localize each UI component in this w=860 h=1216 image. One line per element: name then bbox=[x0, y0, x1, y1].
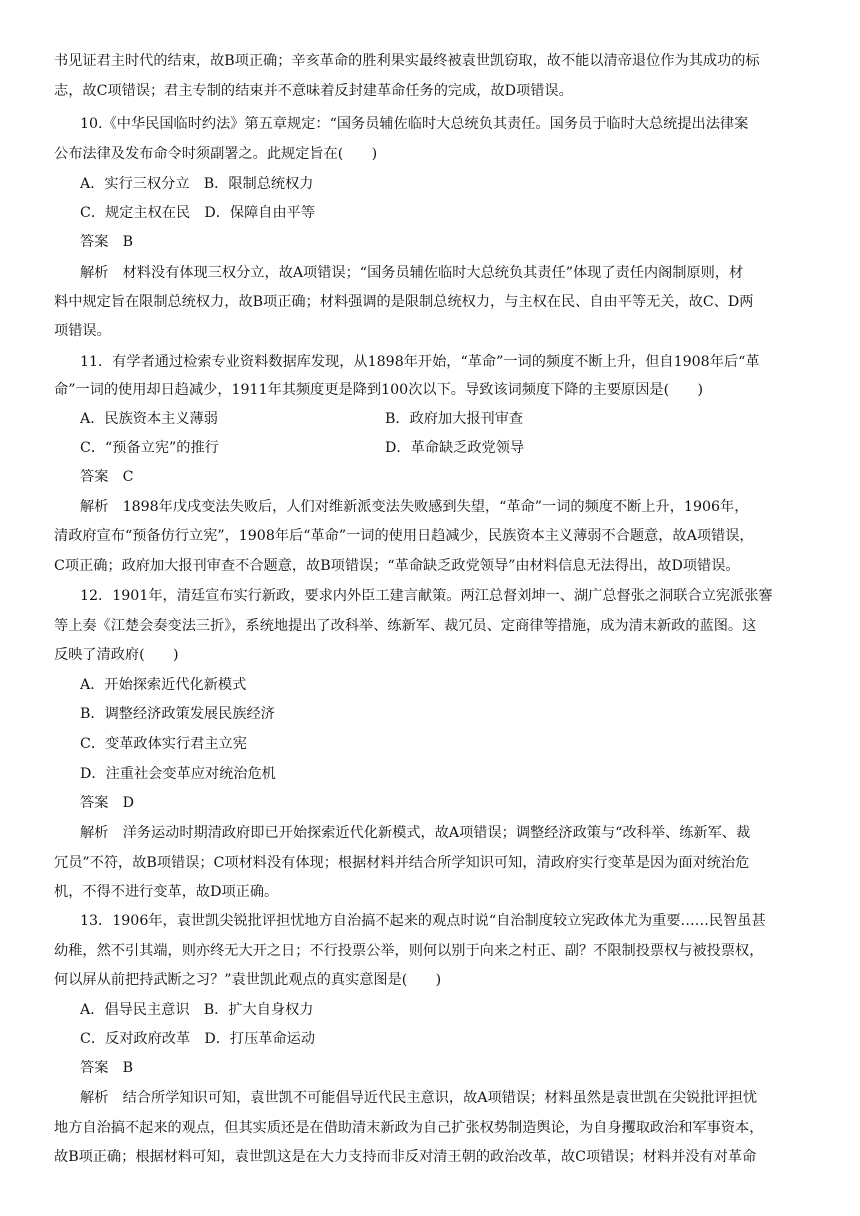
analysis-text: 机，不得不进行变革，故D项正确。 bbox=[54, 884, 279, 900]
question-12-stem: 反映了清政府( ) bbox=[54, 647, 179, 663]
question-12-option-b: B．调整经济政策发展民族经济 bbox=[80, 706, 275, 722]
analysis-text: 解析 材料没有体现三权分立，故A项错误；“国务员辅佐临时大总统负其责任”体现了责任内阁制原则，材 bbox=[80, 265, 744, 281]
analysis-text: 解析 1898年戊戌变法失败后，人们对维新派变法失败感到失望，“革命”一词的频度不断上升，1906年， bbox=[80, 499, 749, 515]
question-12-stem: 等上奏《江楚会奏变法三折》，系统地提出了改科举、练新军、裁冗员、定商律等措施，成为清末新政的蓝图。这 bbox=[54, 618, 757, 634]
question-13-stem: 何以屏从前把持武断之习？”袁世凯此观点的真实意图是( ) bbox=[54, 972, 442, 988]
answer-label: 答案 C bbox=[80, 469, 134, 485]
analysis-text: 冗员”不符，故B项错误；C项材料没有体现；根据材料并结合所学知识可知，清政府实行变革是因为面对统治危 bbox=[54, 855, 750, 871]
question-11-option-b: B．政府加大报刊审查 bbox=[385, 411, 524, 427]
question-11-option-c: C．“预备立宪”的推行 bbox=[80, 440, 219, 456]
question-13-options: C．反对政府改革 D．打压革命运动 bbox=[80, 1031, 316, 1047]
answer-label: 答案 B bbox=[80, 1060, 133, 1076]
analysis-text: 解析 洋务运动时期清政府即已开始探索近代化新模式，故A项错误；调整经济政策与“改科举、练新军、裁 bbox=[80, 825, 751, 841]
analysis-text: 解析 结合所学知识可知，袁世凯不可能倡导近代民主意识，故A项错误；材料虽然是袁世凯在尖锐批评担忧 bbox=[80, 1090, 758, 1106]
answer-label: 答案 B bbox=[80, 234, 133, 250]
question-11-option-d: D．革命缺乏政党领导 bbox=[385, 440, 525, 456]
question-13-options: A．倡导民主意识 B．扩大自身权力 bbox=[80, 1002, 314, 1018]
analysis-text: 项错误。 bbox=[54, 323, 111, 339]
question-10-stem: 公布法律及发布命令时须副署之。此规定旨在( ) bbox=[54, 146, 378, 162]
question-13-stem: 13．1906年，袁世凯尖锐批评担忧地方自治搞不起来的观点时说“自治制度较立宪政体尤为重要……民智虽甚 bbox=[80, 913, 766, 929]
question-11-stem: 11．有学者通过检索专业资料数据库发现，从1898年开始，“革命”一词的频度不断上升，但自1908年后“革 bbox=[80, 354, 760, 370]
question-13-stem: 幼稚，然不引其端，则亦终无大开之日；不行投票公举，则何以别于向来之村正、副？不限制投票权与被投票权， bbox=[54, 943, 764, 959]
question-10-options: A．实行三权分立 B．限制总统权力 bbox=[80, 176, 314, 192]
question-12-option-d: D．注重社会变革应对统治危机 bbox=[80, 766, 276, 782]
question-10-stem: 10.《中华民国临时约法》第五章规定：“国务员辅佐临时大总统负其责任。国务员于临时大总统提出法律案 bbox=[80, 116, 749, 132]
analysis-text: C项正确；政府加大报刊审查不合题意，故B项错误；“革命缺乏政党领导”由材料信息无法得出，故D项错误。 bbox=[54, 558, 740, 574]
question-10-options: C．规定主权在民 D．保障自由平等 bbox=[80, 205, 316, 221]
analysis-text: 料中规定旨在限制总统权力，故B项正确；材料强调的是限制总统权力，与主权在民、自由平等无关，故C、D两 bbox=[54, 294, 754, 310]
question-12-option-c: C．变革政体实行君主立宪 bbox=[80, 736, 247, 752]
question-12-stem: 12．1901年，清廷宣布实行新政，要求内外臣工建言献策。两江总督刘坤一、湖广总督张之洞联合立宪派张謇 bbox=[80, 588, 773, 604]
analysis-text: 故B项正确；根据材料可知，袁世凯这是在大力支持而非反对清王朝的政治改革，故C项错误；材料并没有对革命 bbox=[54, 1149, 757, 1165]
analysis-text: 地方自治搞不起来的观点，但其实质还是在借助清末新政为自己扩张权势制造舆论，为自身攫取政治和军事资本， bbox=[54, 1120, 764, 1136]
question-11-stem: 命”一词的使用却日趋减少，1911年其频度更是降到100次以下。导致该词频度下降的主要原因是( ) bbox=[54, 382, 704, 398]
analysis-text: 清政府宣布“预备仿行立宪”，1908年后“革命”一词的使用日趋减少，民族资本主义薄弱不合题意，故A项错误， bbox=[54, 528, 754, 544]
text-line: 书见证君主时代的结束，故B项正确；辛亥革命的胜利果实最终被袁世凯窃取，故不能以清帝退位作为其成功的标 bbox=[54, 53, 760, 69]
text-line: 志，故C项错误；君主专制的结束并不意味着反封建革命任务的完成，故D项错误。 bbox=[54, 83, 573, 99]
question-11-option-a: A．民族资本主义薄弱 bbox=[80, 411, 218, 427]
answer-label: 答案 D bbox=[80, 795, 134, 811]
question-12-option-a: A．开始探索近代化新模式 bbox=[80, 677, 247, 693]
